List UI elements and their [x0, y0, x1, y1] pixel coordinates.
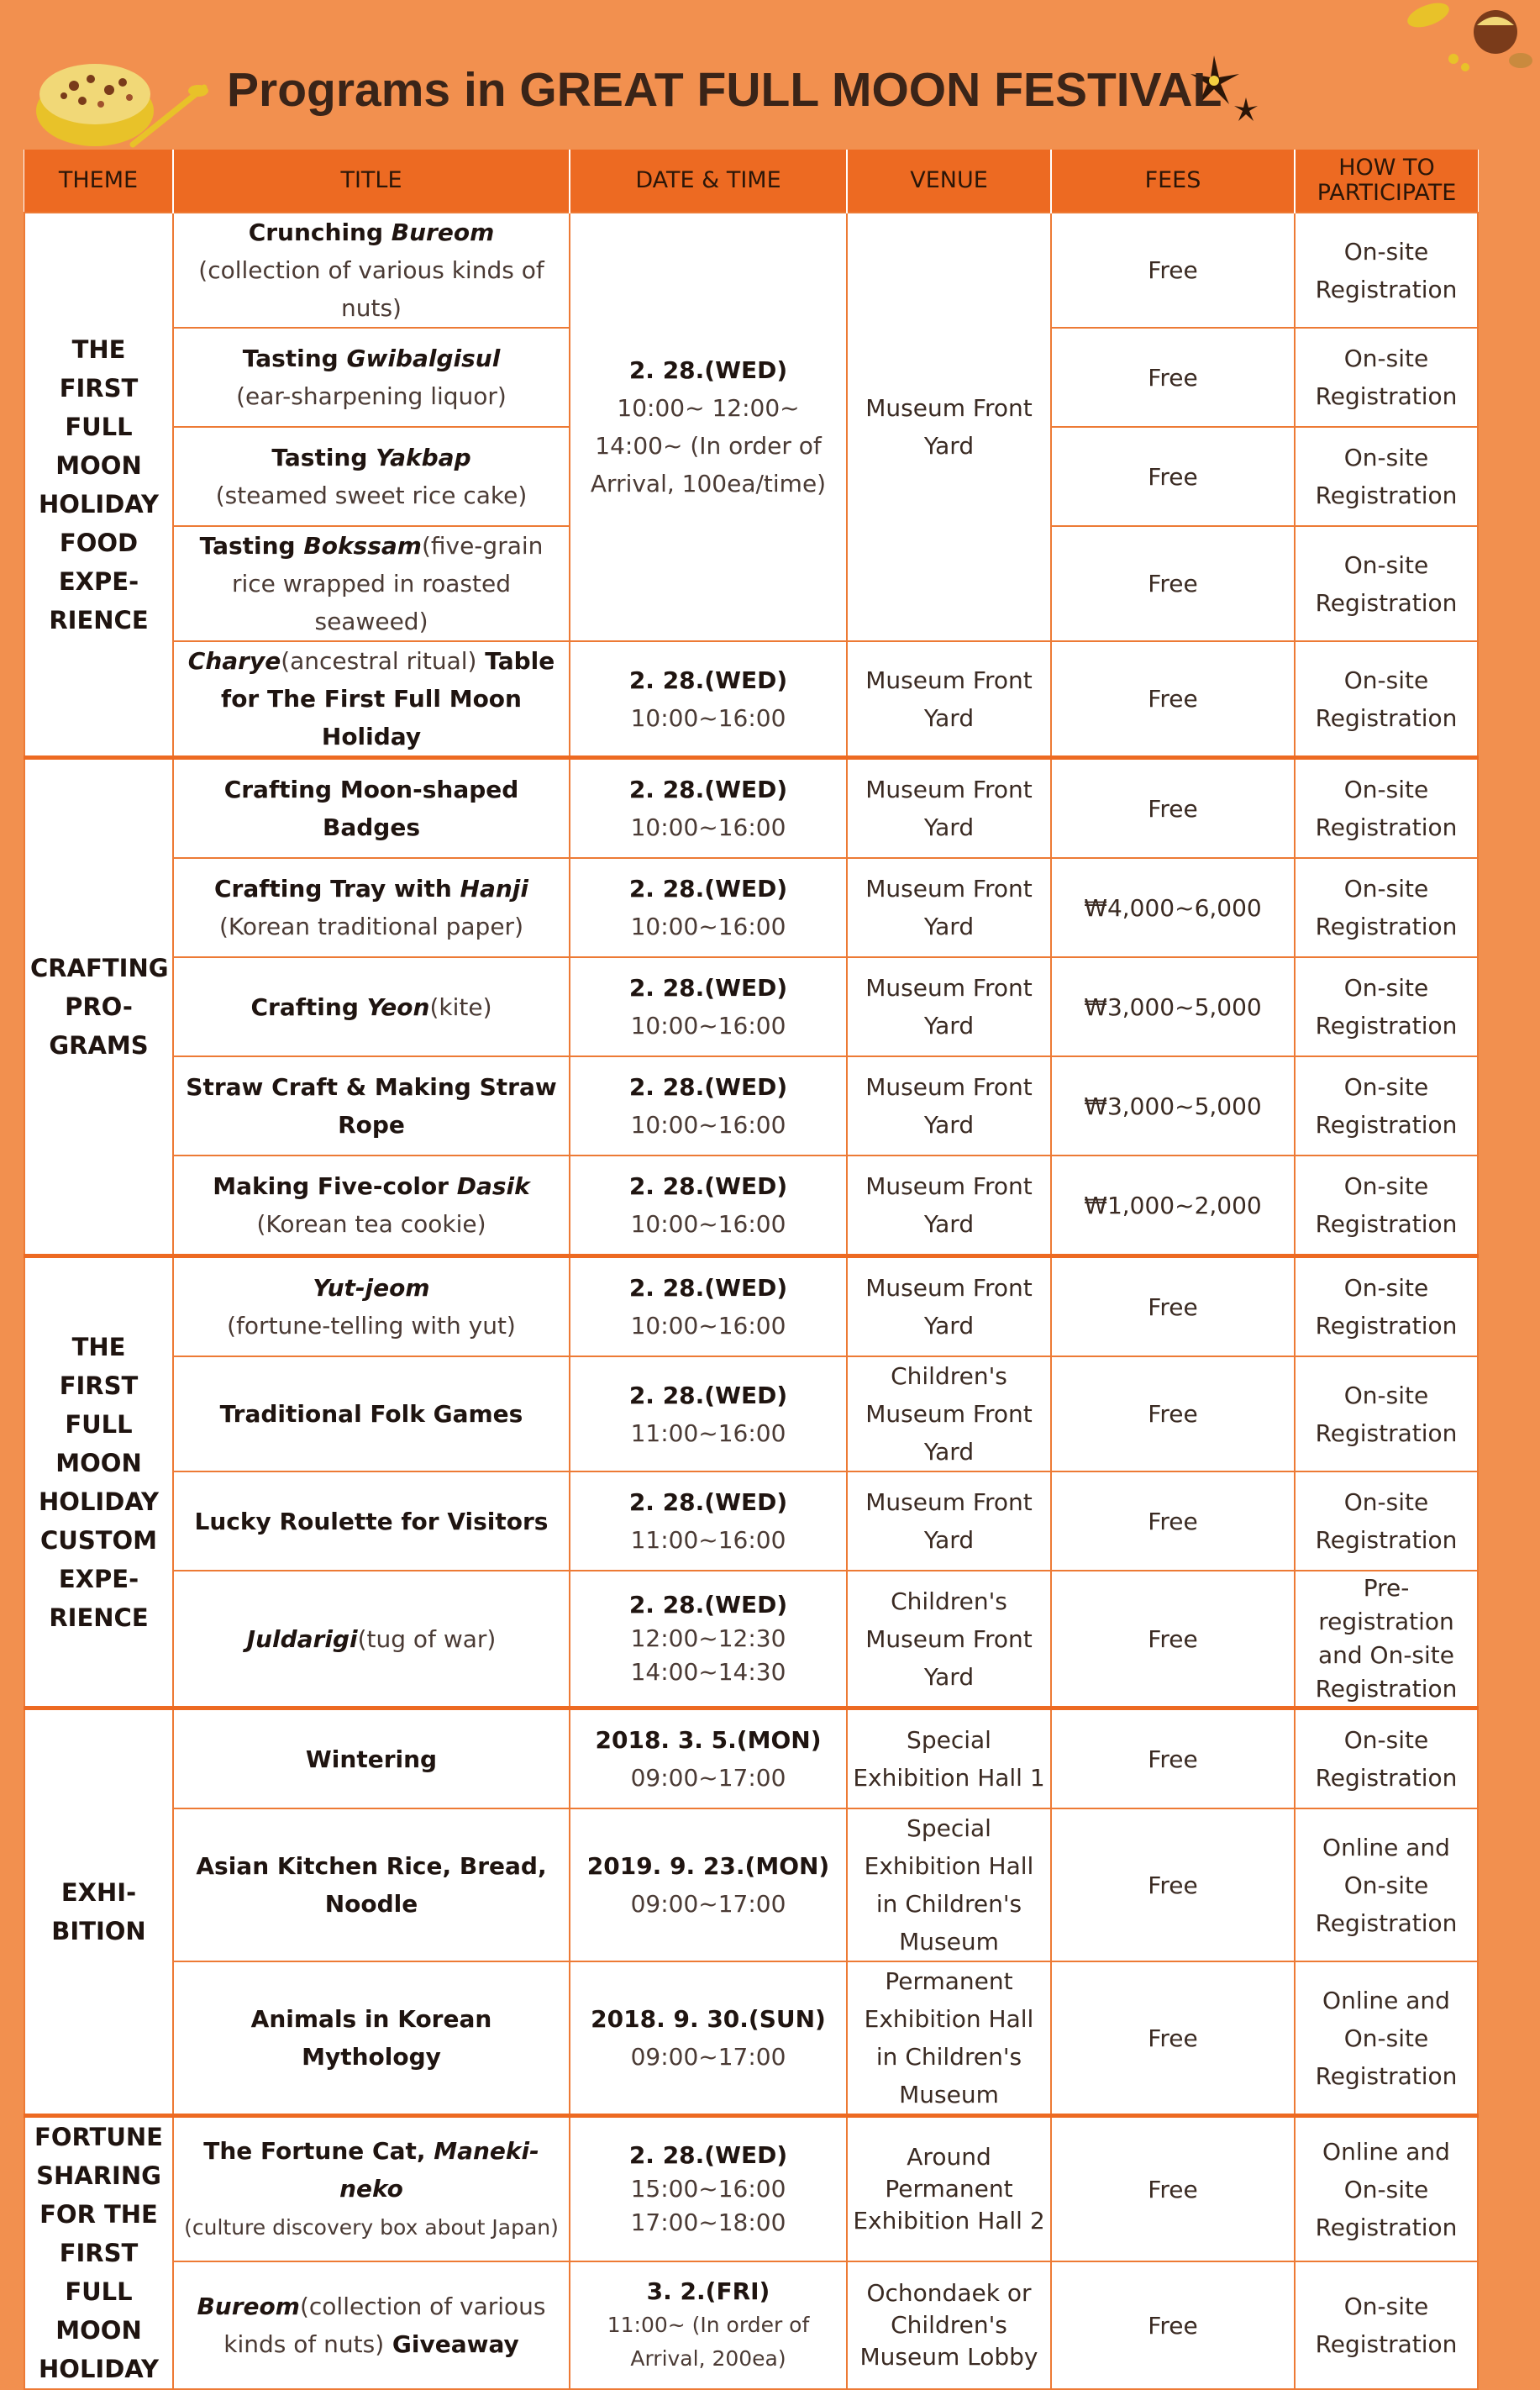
program-date-time: 2. 28.(WED) 10:00~16:00: [570, 1156, 847, 1256]
program-date-time: 2. 28.(WED) 15:00~16:00 17:00~18:00: [570, 2116, 847, 2262]
program-date-time: 2. 28.(WED) 10:00~16:00: [570, 1256, 847, 1357]
program-title: Straw Craft & Making Straw Rope: [173, 1056, 570, 1156]
header-how-to-participate: HOW TO PARTICIPATE: [1295, 150, 1478, 213]
theme-fortune: FORTUNE SHARING FOR THE FIRST FULL MOON HOLIDAY: [24, 2116, 173, 2390]
program-title: Asian Kitchen Rice, Bread, Noodle: [173, 1808, 570, 1961]
program-how: On-site Registration: [1295, 1156, 1478, 1256]
theme-crafting: CRAFTING PRO- GRAMS: [24, 758, 173, 1256]
program-how: On-site Registration: [1295, 526, 1478, 641]
program-venue: Museum Front Yard: [847, 1471, 1051, 1571]
program-how: On-site Registration: [1295, 213, 1478, 328]
table-row: [24, 1808, 1478, 1961]
program-title: Juldarigi(tug of war): [173, 1571, 570, 1708]
table-row: [24, 1961, 1478, 2116]
program-venue: Museum Front Yard: [847, 213, 1051, 641]
program-date-time: 3. 2.(FRI) 11:00~ (In order of Arrival, 200ea): [570, 2261, 847, 2389]
program-venue: Around Permanent Exhibition Hall 2: [847, 2116, 1051, 2262]
program-fee: Free: [1051, 427, 1295, 526]
program-date-time: 2018. 9. 30.(SUN) 09:00~17:00: [570, 1961, 847, 2116]
table-row: [24, 957, 1478, 1056]
program-how: Online and On-site Registration: [1295, 1961, 1478, 2116]
header-theme: THEME: [24, 150, 173, 213]
program-title: Charye(ancestral ritual) Table for The First Full Moon Holiday: [173, 641, 570, 758]
program-date-time: 2. 28.(WED) 10:00~16:00: [570, 957, 847, 1056]
table-row: [24, 1056, 1478, 1156]
table-row: [24, 213, 1478, 328]
table-row: [24, 1156, 1478, 1256]
program-fee: ₩3,000~5,000: [1051, 1056, 1295, 1156]
table-row: [24, 1356, 1478, 1471]
program-how: On-site Registration: [1295, 641, 1478, 758]
program-fee: Free: [1051, 328, 1295, 427]
program-how: On-site Registration: [1295, 1256, 1478, 1357]
program-venue: Museum Front Yard: [847, 1056, 1051, 1156]
program-title: Tasting Gwibalgisul (ear-sharpening liquor): [173, 328, 570, 427]
table-row: [24, 1708, 1478, 1809]
table-row: [24, 2261, 1478, 2389]
program-title: Tasting Bokssam(five-grain rice wrapped in roasted seaweed): [173, 526, 570, 641]
program-how: On-site Registration: [1295, 328, 1478, 427]
program-fee: Free: [1051, 213, 1295, 328]
program-how: On-site Registration: [1295, 957, 1478, 1056]
program-fee: ₩4,000~6,000: [1051, 858, 1295, 957]
program-date-time: 2018. 3. 5.(MON) 09:00~17:00: [570, 1708, 847, 1809]
program-fee: Free: [1051, 1471, 1295, 1571]
program-title: Making Five-color Dasik (Korean tea cookie): [173, 1156, 570, 1256]
program-title: Crafting Tray with Hanji (Korean traditional paper): [173, 858, 570, 957]
program-fee: Free: [1051, 758, 1295, 859]
program-fee: Free: [1051, 2261, 1295, 2389]
program-title: Crafting Yeon(kite): [173, 957, 570, 1056]
table-row: [24, 858, 1478, 957]
program-how: Online and On-site Registration: [1295, 1808, 1478, 1961]
program-fee: ₩1,000~2,000: [1051, 1156, 1295, 1256]
page-title: Programs in GREAT FULL MOON FESTIVAL: [227, 63, 1222, 117]
program-fee: Free: [1051, 526, 1295, 641]
rice-bowl-illustration: [32, 44, 208, 153]
program-date-time: 2019. 9. 23.(MON) 09:00~17:00: [570, 1808, 847, 1961]
program-venue: Museum Front Yard: [847, 758, 1051, 859]
theme-food: THE FIRST FULL MOON HOLIDAY FOOD EXPE- RIENCE: [24, 213, 173, 758]
program-fee: Free: [1051, 1356, 1295, 1471]
program-venue: Permanent Exhibition Hall in Children's Museum: [847, 1961, 1051, 2116]
program-how: On-site Registration: [1295, 1471, 1478, 1571]
program-venue: Museum Front Yard: [847, 858, 1051, 957]
program-fee: Free: [1051, 1961, 1295, 2116]
table-row: [24, 1471, 1478, 1571]
program-title: Tasting Yakbap (steamed sweet rice cake): [173, 427, 570, 526]
program-date-time: 2. 28.(WED) 12:00~12:30 14:00~14:30: [570, 1571, 847, 1708]
program-title: Bureom(collection of various kinds of nuts) Giveaway: [173, 2261, 570, 2389]
nuts-illustration: [1395, 0, 1540, 92]
program-venue: Special Exhibition Hall 1: [847, 1708, 1051, 1809]
program-title: Crunching Bureom (collection of various kinds of nuts): [173, 213, 570, 328]
program-title: The Fortune Cat, Maneki-neko (culture discovery box about Japan): [173, 2116, 570, 2262]
program-venue: Children's Museum Front Yard: [847, 1571, 1051, 1708]
program-title: Yut-jeom (fortune-telling with yut): [173, 1256, 570, 1357]
program-fee: Free: [1051, 2116, 1295, 2262]
program-title: Animals in Korean Mythology: [173, 1961, 570, 2116]
program-fee: Free: [1051, 1808, 1295, 1961]
table-row: [24, 1256, 1478, 1357]
program-venue: Museum Front Yard: [847, 641, 1051, 758]
header-fees: FEES: [1051, 150, 1295, 213]
program-date-time: 2. 28.(WED) 10:00~16:00: [570, 858, 847, 957]
program-title: Crafting Moon-shaped Badges: [173, 758, 570, 859]
table-header-row: [24, 150, 1478, 213]
program-how: On-site Registration: [1295, 758, 1478, 859]
program-how: On-site Registration: [1295, 1708, 1478, 1809]
program-venue: Museum Front Yard: [847, 1156, 1051, 1256]
program-how: On-site Registration: [1295, 858, 1478, 957]
table-row: [24, 641, 1478, 758]
table-row: [24, 1571, 1478, 1708]
program-venue: Museum Front Yard: [847, 957, 1051, 1056]
program-fee: ₩3,000~5,000: [1051, 957, 1295, 1056]
program-fee: Free: [1051, 1256, 1295, 1357]
program-how: On-site Registration: [1295, 1356, 1478, 1471]
program-date-time: 2. 28.(WED) 10:00~16:00: [570, 758, 847, 859]
program-date-time: 2. 28.(WED) 11:00~16:00: [570, 1471, 847, 1571]
theme-exhibition: EXHI- BITION: [24, 1708, 173, 2116]
table-row: [24, 758, 1478, 859]
program-how: Online and On-site Registration: [1295, 2116, 1478, 2262]
program-date-time: 2. 28.(WED) 10:00~16:00: [570, 641, 847, 758]
program-title: Traditional Folk Games: [173, 1356, 570, 1471]
header-date-time: DATE & TIME: [570, 150, 847, 213]
program-how: On-site Registration: [1295, 1056, 1478, 1156]
program-venue: Ochondaek or Children's Museum Lobby: [847, 2261, 1051, 2389]
program-venue: Children's Museum Front Yard: [847, 1356, 1051, 1471]
header-venue: VENUE: [847, 150, 1051, 213]
theme-custom: THE FIRST FULL MOON HOLIDAY CUSTOM EXPE- RIENCE: [24, 1256, 173, 1708]
header-title: TITLE: [173, 150, 570, 213]
program-fee: Free: [1051, 641, 1295, 758]
program-date-time: 2. 28.(WED) 10:00~16:00: [570, 1056, 847, 1156]
program-date-time: 2. 28.(WED) 11:00~16:00: [570, 1356, 847, 1471]
programs-table: [24, 150, 1479, 2390]
program-how: Pre-registration and On-site Registration: [1295, 1571, 1478, 1708]
program-date-time: 2. 28.(WED) 10:00~ 12:00~ 14:00~ (In order of Arrival, 100ea/time): [570, 213, 847, 641]
program-fee: Free: [1051, 1571, 1295, 1708]
program-title: Wintering: [173, 1708, 570, 1809]
table-row: [24, 2116, 1478, 2262]
program-how: On-site Registration: [1295, 2261, 1478, 2389]
program-fee: Free: [1051, 1708, 1295, 1809]
program-how: On-site Registration: [1295, 427, 1478, 526]
program-venue: Museum Front Yard: [847, 1256, 1051, 1357]
program-venue: Special Exhibition Hall in Children's Museum: [847, 1808, 1051, 1961]
program-title: Lucky Roulette for Visitors: [173, 1471, 570, 1571]
